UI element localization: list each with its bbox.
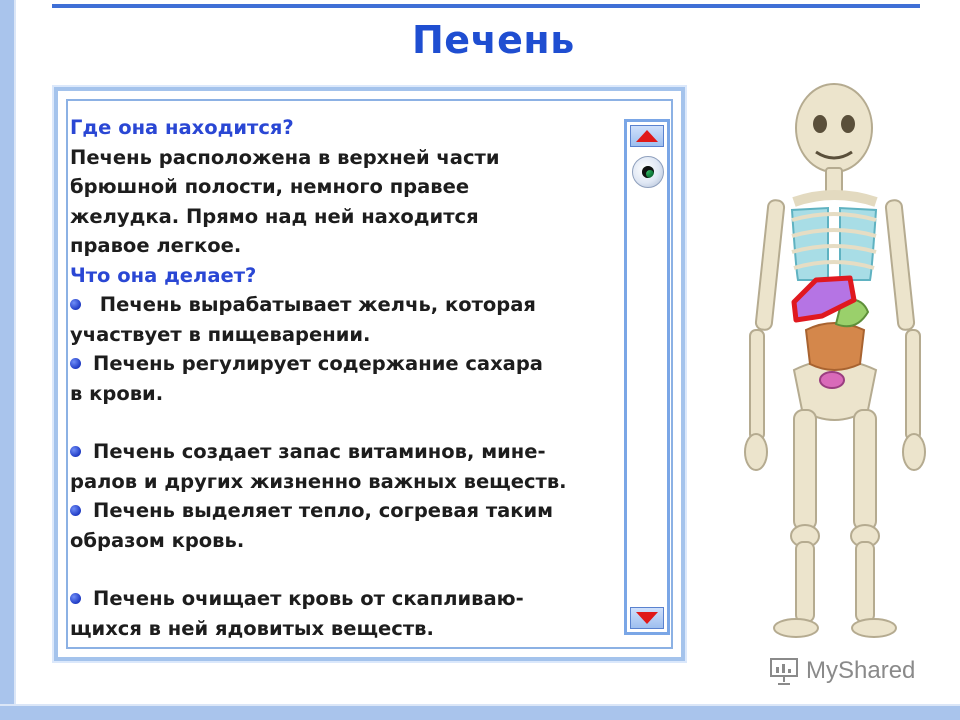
bullet-item	[70, 437, 600, 496]
bullet-text: Печень очищает кровь от скапливаю-	[93, 587, 524, 610]
section-heading-function: Что она делает?	[70, 263, 257, 287]
watermark	[768, 656, 915, 686]
text-line: правое легкое.	[70, 234, 242, 257]
vertical-scrollbar[interactable]	[624, 119, 670, 635]
watermark-text: MyShared	[806, 657, 916, 684]
info-text-area[interactable]	[70, 113, 600, 641]
bullet-text: Печень регулирует содержание сахара	[93, 352, 543, 375]
bullet-icon	[70, 299, 81, 310]
text-line: брюшной полости, немного правее	[70, 175, 470, 198]
bullet-text: щихся в ней ядовитых веществ.	[70, 616, 434, 640]
section-heading-location: Где она находится?	[70, 116, 294, 139]
bullet-item	[70, 496, 600, 555]
bullet-icon	[70, 446, 81, 457]
bullet-icon	[70, 593, 81, 604]
bullet-item	[70, 349, 600, 408]
bullet-text: Печень выделяет тепло, согревая таким	[93, 499, 554, 522]
info-panel	[54, 87, 685, 661]
bullet-text: Печень создает запас витаминов, мине-	[93, 440, 546, 463]
scroll-down-button[interactable]	[630, 607, 664, 629]
down-arrow-icon	[636, 612, 658, 624]
bullet-text: Печень вырабатывает желчь, которая	[93, 293, 536, 316]
up-arrow-icon	[636, 130, 658, 142]
bottom-border	[0, 706, 960, 720]
bullet-icon	[70, 505, 81, 516]
skeleton-illustration	[736, 80, 936, 640]
bullet-text: ралов и других жизненно важных веществ.	[70, 469, 567, 493]
eye-icon	[642, 166, 654, 178]
scroll-thumb[interactable]	[632, 156, 664, 188]
presentation-icon	[768, 656, 800, 686]
bullet-item	[70, 584, 600, 641]
text-line: желудка. Прямо над ней находится	[70, 204, 479, 228]
scroll-up-button[interactable]	[630, 125, 664, 147]
bullet-text: в крови.	[70, 381, 164, 405]
bullet-icon	[70, 358, 81, 369]
text-line: Печень расположена в верхней части	[70, 145, 500, 169]
top-rule	[52, 4, 920, 8]
left-border	[0, 0, 14, 720]
bullet-item	[70, 290, 600, 349]
bullet-text: образом кровь.	[70, 528, 245, 552]
bullet-text: участвует в пищеварении.	[70, 322, 371, 346]
page-title: Печень	[412, 18, 575, 62]
